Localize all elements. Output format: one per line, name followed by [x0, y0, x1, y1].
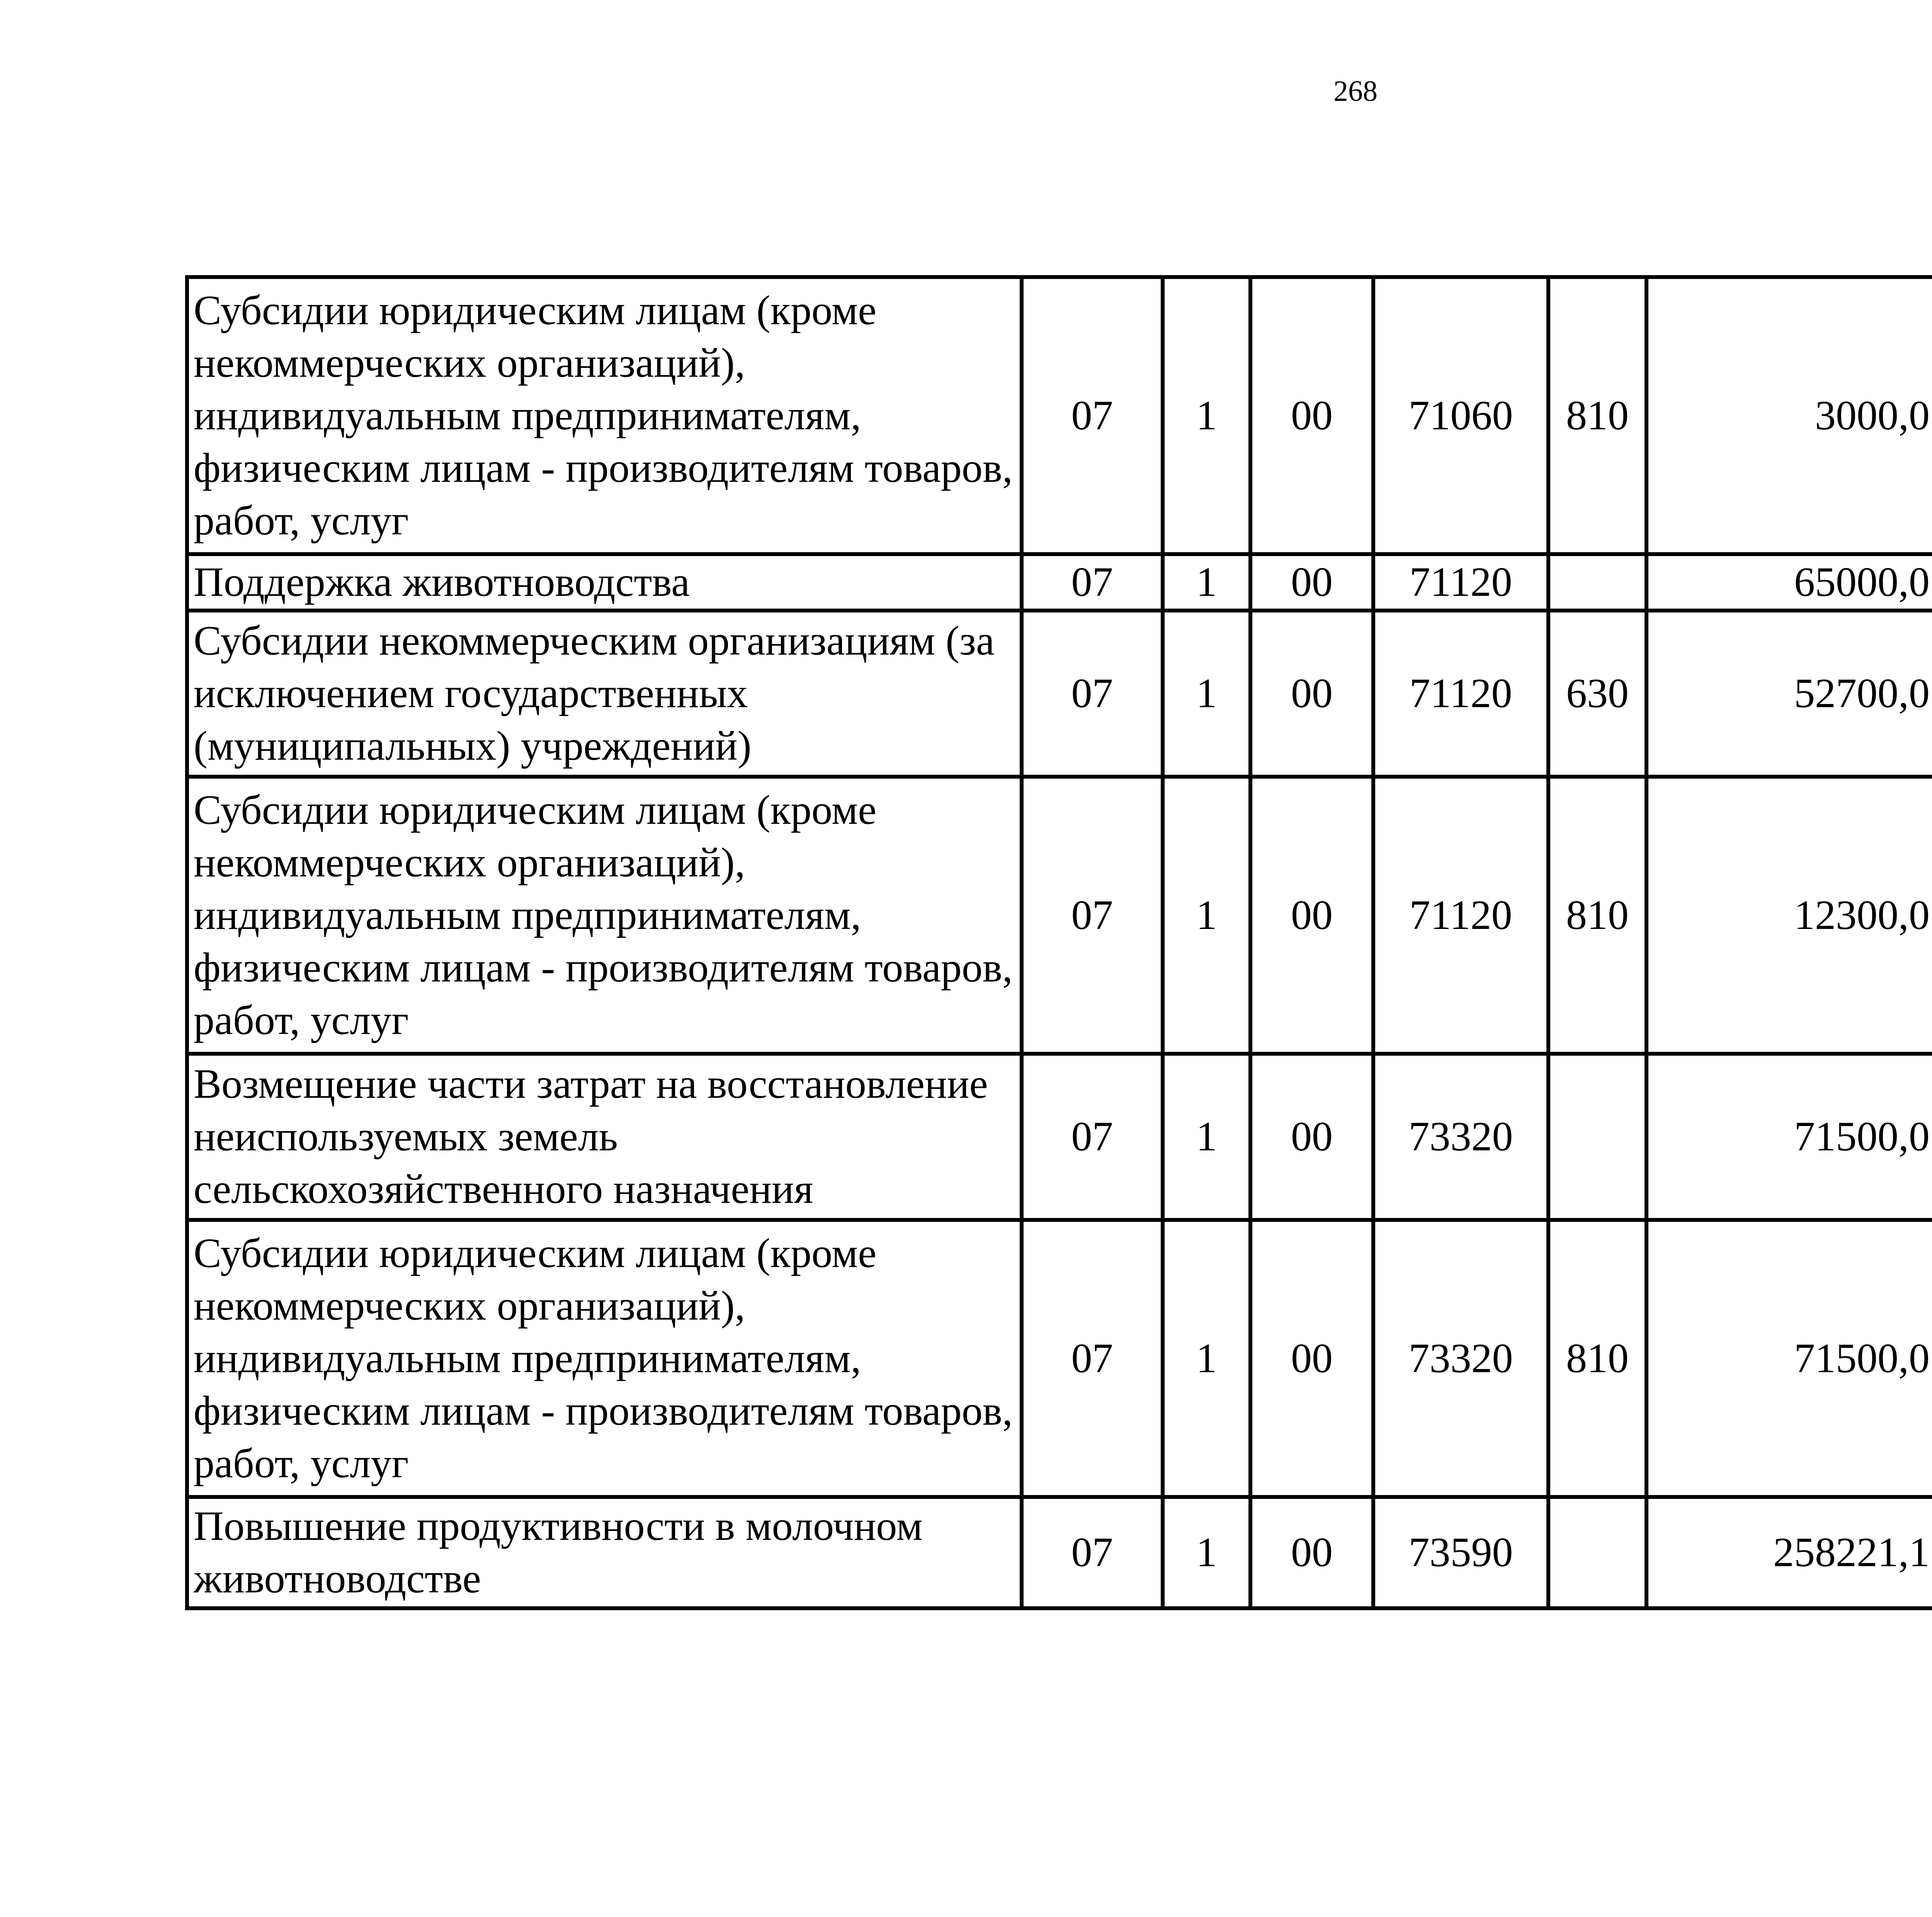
direction-code: 73590 [1373, 1497, 1548, 1608]
expense-type-code [1548, 1054, 1646, 1220]
section-code: 07 [1022, 777, 1163, 1054]
budget-table [185, 275, 1932, 1610]
subprogram-code: 00 [1250, 1497, 1373, 1608]
table-row [187, 777, 1932, 1054]
program-code: 1 [1163, 1054, 1250, 1220]
direction-code: 71120 [1373, 777, 1548, 1054]
expense-type-code [1548, 1497, 1646, 1608]
section-code: 07 [1022, 554, 1163, 611]
program-code: 1 [1163, 777, 1250, 1054]
section-code: 07 [1022, 277, 1163, 554]
row-name: Поддержка животноводства [187, 554, 1022, 611]
expense-type-code: 630 [1548, 611, 1646, 777]
table-row [187, 611, 1932, 777]
row-name: Субсидии юридическим лицам (кроме некоммерческих организаций), индивидуальным предпринимателям, физическим лицам - производителям товаров, работ, услуг [187, 277, 1022, 554]
subprogram-code: 00 [1250, 777, 1373, 1054]
expense-type-code: 810 [1548, 1220, 1646, 1497]
amount-year-1: 258221,1 [1646, 1497, 1932, 1608]
expense-type-code: 810 [1548, 777, 1646, 1054]
direction-code: 71060 [1373, 277, 1548, 554]
program-code: 1 [1163, 277, 1250, 554]
row-name: Субсидии юридическим лицам (кроме некоммерческих организаций), индивидуальным предпринимателям, физическим лицам - производителям товаров, работ, услуг [187, 1220, 1022, 1497]
table-row [187, 1054, 1932, 1220]
section-code: 07 [1022, 1220, 1163, 1497]
table-row [187, 1497, 1932, 1608]
amount-year-1: 52700,0 [1646, 611, 1932, 777]
amount-year-1: 12300,0 [1646, 777, 1932, 1054]
table-row [187, 277, 1932, 554]
program-code: 1 [1163, 1220, 1250, 1497]
subprogram-code: 00 [1250, 1220, 1373, 1497]
direction-code: 73320 [1373, 1220, 1548, 1497]
section-code: 07 [1022, 1497, 1163, 1608]
row-name: Возмещение части затрат на восстановление неиспользуемых земель сельскохозяйственного назначения [187, 1054, 1022, 1220]
amount-year-1: 3000,0 [1646, 277, 1932, 554]
row-name: Субсидии некоммерческим организациям (за исключением государственных (муниципальных) учреждений) [187, 611, 1022, 777]
section-code: 07 [1022, 1054, 1163, 1220]
direction-code: 73320 [1373, 1054, 1548, 1220]
direction-code: 71120 [1373, 554, 1548, 611]
table-row [187, 1220, 1932, 1497]
section-code: 07 [1022, 611, 1163, 777]
expense-type-code: 810 [1548, 277, 1646, 554]
subprogram-code: 00 [1250, 277, 1373, 554]
subprogram-code: 00 [1250, 554, 1373, 611]
program-code: 1 [1163, 611, 1250, 777]
program-code: 1 [1163, 1497, 1250, 1608]
table-row [187, 554, 1932, 611]
expense-type-code [1548, 554, 1646, 611]
amount-year-1: 71500,0 [1646, 1220, 1932, 1497]
direction-code: 71120 [1373, 611, 1548, 777]
page-number: 268 [1333, 75, 1378, 107]
amount-year-1: 65000,0 [1646, 554, 1932, 611]
subprogram-code: 00 [1250, 611, 1373, 777]
amount-year-1: 71500,0 [1646, 1054, 1932, 1220]
subprogram-code: 00 [1250, 1054, 1373, 1220]
program-code: 1 [1163, 554, 1250, 611]
row-name: Повышение продуктивности в молочном животноводстве [187, 1497, 1022, 1608]
row-name: Субсидии юридическим лицам (кроме некоммерческих организаций), индивидуальным предпринимателям, физическим лицам - производителям товаров, работ, услуг [187, 777, 1022, 1054]
